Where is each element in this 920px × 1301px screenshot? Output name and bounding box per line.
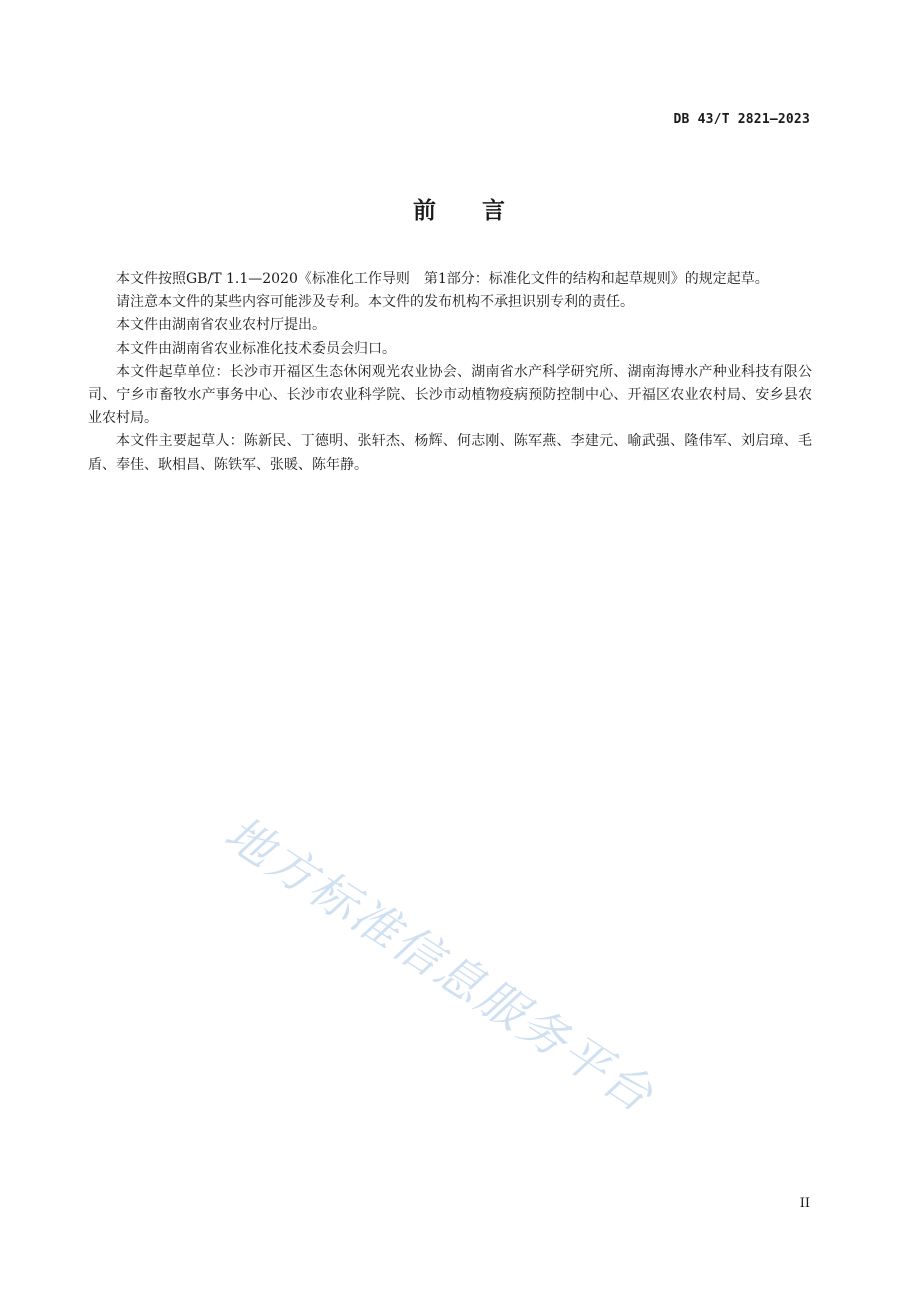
foreword-body (88, 268, 812, 477)
document-code: DB 43/T 2821—2023 (673, 112, 810, 127)
paragraph-proposer: 本文件由湖南省农业农村厅提出。 (116, 317, 326, 334)
paragraph-patent-notice: 请注意本文件的某些内容可能涉及专利。本文件的发布机构不承担识别专利的责任。 (116, 294, 634, 311)
title-part-2: 言 (482, 198, 507, 224)
watermark: 地方标准信息服务平台 (214, 805, 665, 1125)
paragraph-committee: 本文件由湖南省农业标准化技术委员会归口。 (116, 340, 396, 357)
title-part-1: 前 (413, 198, 438, 224)
paragraph-drafters: 本文件主要起草人：陈新民、丁德明、张轩杰、杨辉、何志刚、陈军燕、李建元、喻武强、隆伟军、刘启璋、毛盾、奉佳、耿相昌、陈铁军、张暖、陈年静。 (88, 433, 812, 473)
page-number: II (799, 1196, 810, 1211)
paragraph-drafting-units: 本文件起草单位：长沙市开福区生态休闲观光农业协会、湖南省水产科学研究所、湖南海博水产种业科技有限公司、宁乡市畜牧水产事务中心、长沙市农业科学院、长沙市动植物疫病预防控制中心、开福区农业农村局、安乡县农业农村局。 (88, 363, 812, 427)
page-title (0, 192, 920, 225)
paragraph-drafting-rules: 本文件按照GB/T 1.1—2020《标准化工作导则 第1部分：标准化文件的结构和起草规则》的规定起草。 (116, 271, 769, 287)
